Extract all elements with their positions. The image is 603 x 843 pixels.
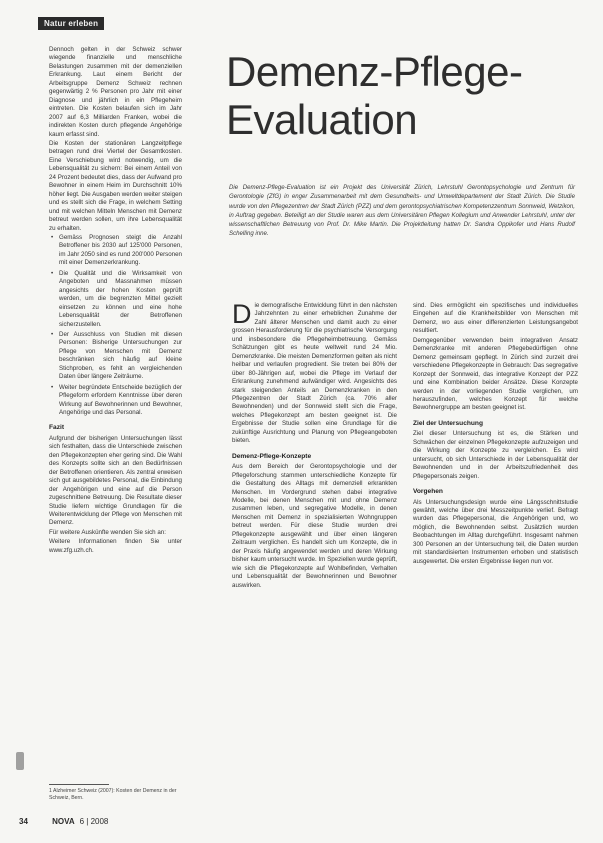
issue-number: 6 | 2008 xyxy=(79,817,109,826)
list-item: • Gemäss Prognosen steigt die Anzahl Betroffener bis 2030 auf 125'000 Personen, im Jahr 2050 sind es rund 200'000 Personen mit einer Demenzerkrankung. xyxy=(59,234,182,268)
contact-line: Für weitere Auskünfte wenden Sie sich an: xyxy=(49,528,166,536)
magazine-name: NOVA xyxy=(52,817,75,826)
contact-line-2: Weitere Informationen finden Sie unter www.zfg.uzh.ch. xyxy=(49,538,182,554)
left-intro: Dennoch gelten in der Schweiz schwer wiegende finanzielle und menschliche Belastungen zusammen mit der demenziellen Erkrankung. Laut einem Bericht der Arbeitsgruppe Demenz Schweiz rechnen gegenwärtig 2 % Personen pro Jahr mit einer Diagnose und jährlich in ein Pflegeheim eintreten. Die Kosten belaufen sich im Jahr 2007 auf 6,3 Milliarden Franken, wobei die indirekten Kosten durch pflegende Angehörige kaum erfasst sind. xyxy=(49,46,182,138)
page-number: 34 xyxy=(19,817,28,826)
list-item: • Der Ausschluss von Studien mit diesen Personen: Bisherige Untersuchungen zur Pflege von Menschen mit Demenz beschränken sich häufig auf kleine Stichproben, es fehlt an vergleichenden Daten über längere Zeiträume. xyxy=(59,331,182,382)
title-line-1: Demenz-Pflege- xyxy=(226,48,523,95)
footnote: 1 Alzheimer Schweiz (2007): Kosten der Demenz in der Schweiz, Bern. xyxy=(49,788,177,801)
method-heading: Vorgehen xyxy=(413,488,443,496)
right-paragraph-2: Demgegenüber verwenden beim integrativen Ansatz Demenzkranke mit anderen Pflegebedürftigen ohne Demenz gemeinsam gepflegt. In Zürich sind zurzeit drei verschiedene Pflegekonzepte in Gebrauch: Das segregative Konzept der Sonnweid, das integrative Konzept der PZZ und eine Kombination beider Ansätze. Diese Konzepte werden in der vorliegenden Studie verglichen, um herauszufinden, welches Konzept für welche Bewohnergruppe am besten geeignet ist. xyxy=(413,336,578,412)
fazit-text: Aufgrund der bisherigen Untersuchungen lässt sich festhalten, dass die Unterschiede zwischen den Pflegekonzepten eher gering sind. Die Wahl des Konzepts sollte sich an den Bedürfnissen der Betroffenen orientieren. Als zentral erweisen sich gut ausgebildetes Personal, die Einbindung der Angehörigen und eine auf die Person zugeschnittene Betreuung. Die Resultate dieser Studie liefern wichtige Grundlagen für die Weiterentwicklung der Pflege von Menschen mit Demenz. xyxy=(49,434,182,527)
left-column xyxy=(49,46,182,556)
right-paragraph-1: sind. Dies ermöglicht ein spezifisches und individuelles Eingehen auf die Krankheitsbilder von Menschen mit Demenz, wo aus einer differenzierten Leistungsangebot resultiert. xyxy=(413,302,578,335)
middle-column xyxy=(232,299,397,591)
goal-heading: Ziel der Untersuchung xyxy=(413,419,483,427)
lead-paragraph: Die Demenz-Pflege-Evaluation ist ein Projekt des Universität Zürich, Lehrstuhl Gerontopsychologie und Zentrum für Gerontologie (ZfG) in enger Zusammenarbeit mit dem Gesundheits- und Umweltdepartement der Stadt Zürich. Die Studie wurde von den Pflegezentren der Stadt Zürich (PZZ) und dem gerontopsychiatrischen Kompetenzzentrum Sonnweid, Wetzikon, in Auftrag gegeben. Beteiligt an der Studie waren aus dem Universitären Pflegen Kollegium und Anwender Lehrstuhl, unter der wissenschaftlichen Betreuung von Prof. Dr. Mike Martin. Die Projektleitung hatten Dr. Sandra Oppikofer und Hans Rudolf Schelling inne. xyxy=(229,184,575,238)
page-footer xyxy=(19,817,108,826)
concepts-text: Aus dem Bereich der Gerontopsychologie und der Pflegeforschung stammen unterschiedliche Konzepte für die Gestaltung des Alltags mit demenziell erkrankten Menschen. Im Vordergrund stehen dabei integrative Modelle, bei denen Menschen mit und ohne Demenz zusammen leben, und segregative Modelle, in denen Menschen mit Demenz in spezialisierten Wohngruppen betreut werden. Für diese Studie wurden drei Pflegekonzepte ausgewählt und über einen längeren Zeitraum verglichen. Es handelt sich um Konzepte, die in der Praxis häufig angewendet werden und deren Wirkung bisher kaum untersucht wurde. Im Speziellen wurde geprüft, wie sich die Pflegekonzepte auf Wohlbefinden, Verhalten und Lebensqualität der Bewohnerinnen und Bewohner auswirken. xyxy=(232,463,397,589)
goal-text: Ziel dieser Untersuchung ist es, die Stärken und Schwächen der einzelnen Pflegekonzepte aufzuzeigen und die Wirkung der Konzepte zu vergleichen. Es wird untersucht, ob sich Unterschiede in der Lebensqualität der Bewohnenden und in der Arbeitszufriedenheit des Pflegepersonals zeigen. xyxy=(413,430,578,480)
intro-paragraph xyxy=(232,299,397,446)
intro-text: ie demografische Entwicklung führt in den nächsten Jahrzehnten zu einer erheblichen Zunahme der Zahl älterer Menschen und damit auch zu einer grossen Herausforderung für die psychiatrische Versorgung und insbesondere die Pflegeheimbetreuung. Gemäss Schätzungen gibt es heute weltweit rund 24 Mio. Demenzkranke. Die meisten Demenzformen gelten als nicht heilbar und verlaufen progredient. Sie treten bei 80% der über 80-Jährigen auf, wobei die Pflege im Verlauf der Erkrankung zunehmend aufwändiger wird. Angesichts des stark steigenden Anteils an Demenzkranken in den Pflegezentren der Stadt Zürich (ca. 70% aller Bewohnenden) und der Sonnweid stellt sich die Frage, welches Pflegekonzept am besten geeignet ist. Die Ergebnisse der Studie sollen eine Grundlage für die zukünftige Ausrichtung und Planung von Pflegeangeboten bieten. xyxy=(232,302,397,445)
list-item: • Weiter begründete Entscheide bezüglich der Pflegeform erfordern Kenntnisse über deren Wirkung auf Bewohnerinnen und Bewohner, Angehörige und das Personal. xyxy=(59,384,182,418)
bullet-list xyxy=(49,234,182,418)
drop-cap: D xyxy=(232,299,252,329)
article-title xyxy=(226,48,586,144)
fazit-heading: Fazit xyxy=(49,424,65,432)
method-text: Als Untersuchungsdesign wurde eine Längsschnittstudie gewählt, welche über drei Messzeitpunkte verlief. Befragt wurden das Pflegepersonal, die Angehörigen und, wo möglich, die Bewohnenden selbst. Zusätzlich wurden Beobachtungen im Alltag durchgeführt. Insgesamt nahmen 300 Personen an der Untersuchung teil, die Daten wurden mit standardisierten Instrumenten erhoben und statistisch ausgewertet. Die ersten Ergebnisse liegen nun vor. xyxy=(413,498,578,565)
title-line-2: Evaluation xyxy=(226,96,418,143)
right-column xyxy=(413,302,578,567)
footnote-divider xyxy=(49,784,109,785)
list-item: • Die Qualität und die Wirksamkeit von Angeboten und Massnahmen müssen angesichts der hohen Kosten geprüft werden, um die begrenzten Mittel gezielt einsetzen zu können und eine hohe Lebensqualität der Betroffenen sicherzustellen. xyxy=(59,270,182,329)
left-intro-2: Die Kosten der stationären Langzeitpflege betragen rund drei Viertel der Gesamtkosten. Eine Verschiebung wird notwendig, um die Lebensqualität zu sichern: Bei einem Anteil von 24 Prozent bedeutet dies, dass der Aufwand pro Bewohner in einem Heim im Durchschnitt 10% höher liegt. Die Ausgaben werden weiter steigen und es stellt sich die Frage, in welchem Setting und mit welchen Mitteln Menschen mit Demenz betreut werden sollen, um ihre Lebensqualität zu erhalten. xyxy=(49,139,182,232)
section-tag: Natur erleben xyxy=(38,17,104,30)
concepts-heading: Demenz-Pflege-Konzepte xyxy=(232,452,312,460)
scan-artifact xyxy=(16,752,24,770)
